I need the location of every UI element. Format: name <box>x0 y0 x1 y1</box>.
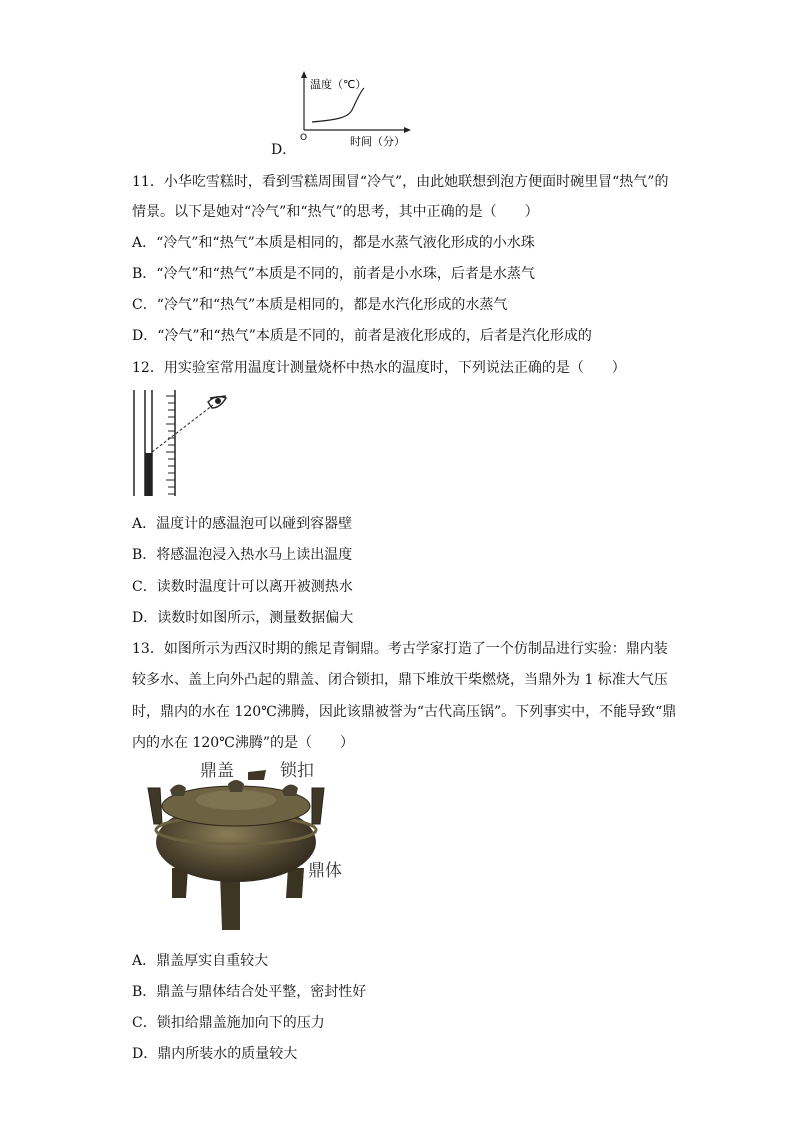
graph-y-arrow <box>301 71 307 78</box>
thermometer-figure <box>128 390 238 500</box>
q11-option-d: D．“冷气”和“热气”本质是不同的，前者是液化形成的，后者是汽化形成的 <box>132 328 592 344</box>
ding-vessel <box>148 770 324 930</box>
graph-curve <box>312 88 364 122</box>
graph-origin: O <box>300 133 308 143</box>
q13-option-c: C．锁扣给鼎盖施加向下的压力 <box>132 1015 325 1031</box>
graph-y-label: 温度（℃） <box>310 78 367 91</box>
thermometer-ticks <box>166 396 175 494</box>
q12-option-d: D．读数时如图所示，测量数据偏大 <box>132 610 354 626</box>
q10-option-d-graph <box>290 70 420 152</box>
q12-option-a: A．温度计的感温泡可以碰到容器壁 <box>132 516 353 532</box>
q11-option-b: B．“冷气”和“热气”本质是不同的，前者是小水珠，后者是水蒸气 <box>132 266 535 282</box>
sight-line <box>152 405 213 452</box>
graph-x-label: 时间（分） <box>350 135 405 148</box>
q11-option-a: A．“冷气”和“热气”本质是相同的，都是水蒸气液化形成的小水珠 <box>132 235 535 251</box>
eye-icon <box>208 396 226 408</box>
q13-stem-line1: 13．如图所示为西汉时期的熊足青铜鼎。考古学家打造了一个仿制品进行实验：鼎内装 <box>132 641 668 657</box>
q11-stem-line1: 11．小华吃雪糕时，看到雪糕周围冒“冷气”，由此她联想到泡方便面时碗里冒“热气”的 <box>132 174 669 190</box>
q13-stem-line4: 内的水在 120℃沸腾”的是（ ） <box>132 735 354 751</box>
q12-option-b: B．将感温泡浸入热水马上读出温度 <box>132 547 353 563</box>
q11-stem-line2: 情景。以下是她对“冷气”和“热气”的思考，其中正确的是（ ） <box>132 204 539 220</box>
graph-x-arrow <box>404 127 411 133</box>
bronze-ding-figure <box>136 758 366 938</box>
q13-option-b: B．鼎盖与鼎体结合处平整，密封性好 <box>132 984 367 1000</box>
label-body: 鼎体 <box>308 861 342 881</box>
q10-option-d-label: D． <box>271 142 297 158</box>
q13-option-a: A．鼎盖厚实自重较大 <box>132 953 269 969</box>
thermometer-liquid-column <box>145 453 152 496</box>
q13-option-d: D．鼎内所装水的质量较大 <box>132 1046 298 1062</box>
q13-stem-line2: 较多水、盖上向外凸起的鼎盖、闭合锁扣，鼎下堆放干柴燃烧，当鼎外为 1 标准大气压 <box>132 672 668 688</box>
q12-stem: 12．用实验室常用温度计测量烧杯中热水的温度时，下列说法正确的是（ ） <box>132 360 626 376</box>
label-lid: 鼎盖 <box>200 761 234 781</box>
label-lock: 锁扣 <box>280 761 314 781</box>
q11-option-c: C．“冷气”和“热气”本质是相同的，都是水汽化形成的水蒸气 <box>132 297 508 313</box>
q12-option-c: C．读数时温度计可以离开被测热水 <box>132 579 353 595</box>
q13-stem-line3: 时，鼎内的水在 120℃沸腾，因此该鼎被誉为“古代高压锅”。下列事实中，不能导致“鼎 <box>132 704 677 720</box>
